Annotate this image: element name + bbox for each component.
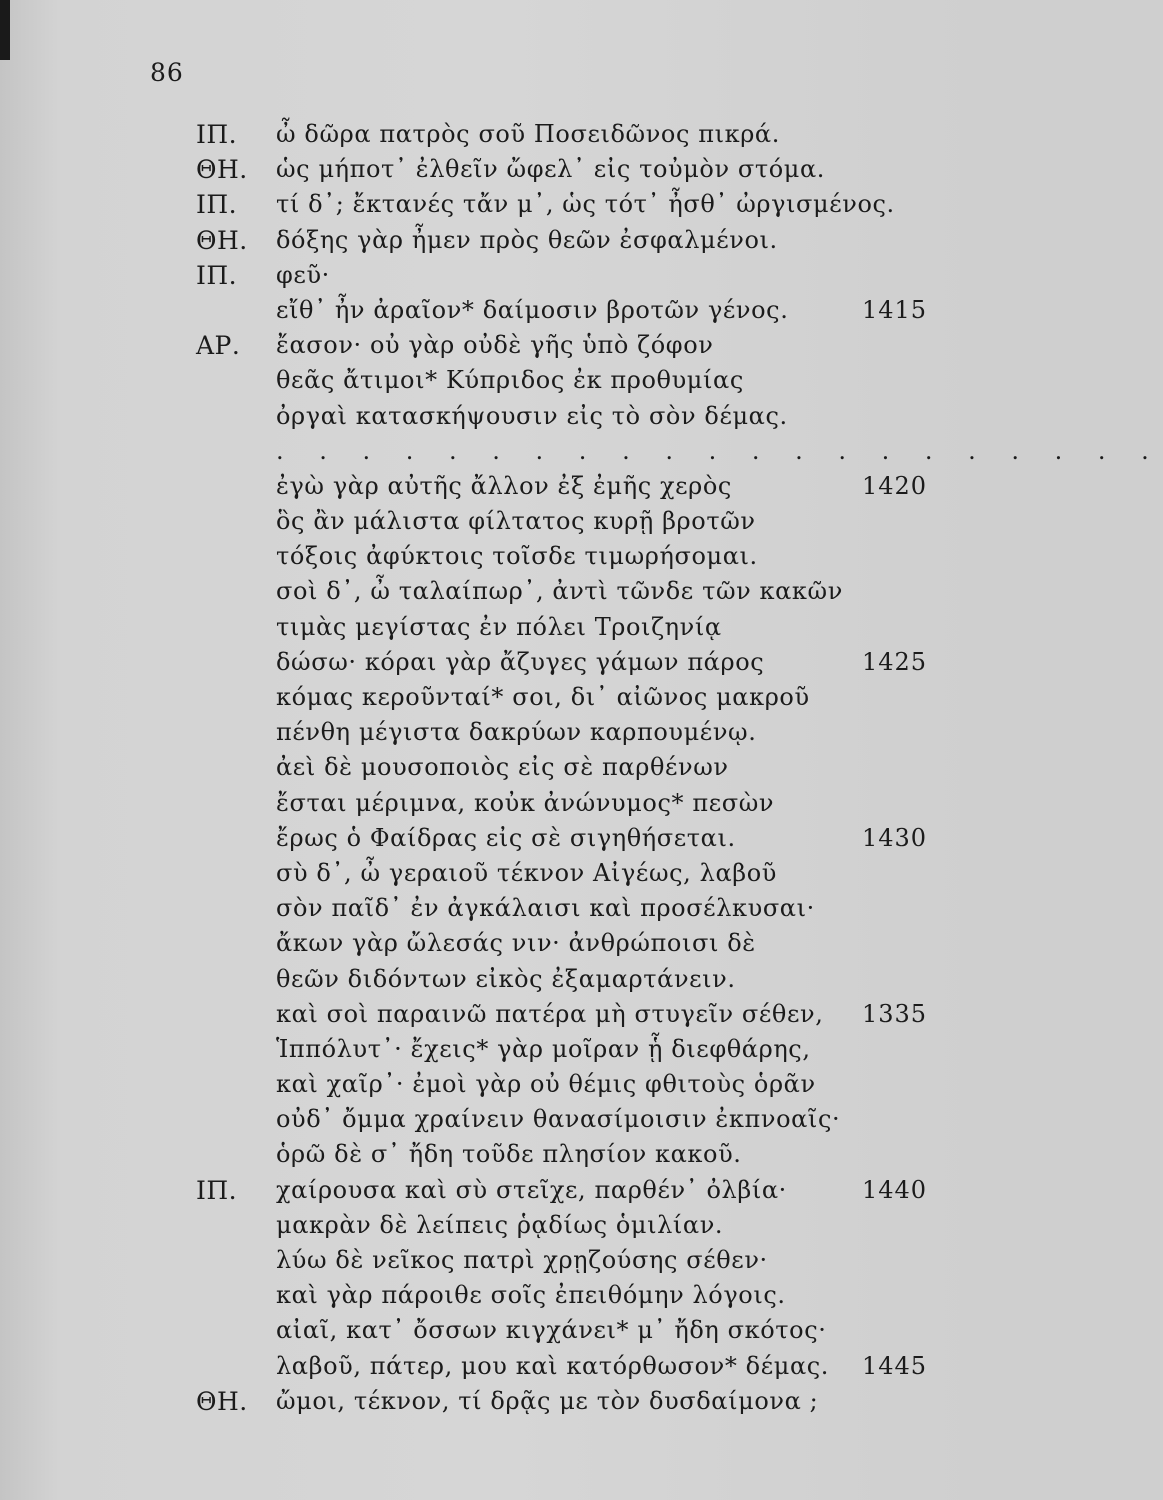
- verse-text-line: φεῦ·: [276, 260, 330, 289]
- verse-line: [0, 539, 978, 574]
- verse-line: [0, 997, 978, 1032]
- verse-text-line: ὡς μήποτ᾽ ἐλθεῖν ὤφελ᾽ εἰς τοὐμὸν στόμα.: [276, 155, 826, 184]
- verse-line: [0, 1384, 978, 1419]
- verse-line: [0, 1349, 978, 1384]
- verse-text: [0, 117, 1163, 1419]
- verse-text-line: χαίρουσα καὶ σὺ στεῖχε, παρθέν᾽ ὀλβία·: [276, 1175, 787, 1204]
- verse-line: [0, 574, 978, 609]
- verse-text-line: καὶ σοὶ παραινῶ πατέρα μὴ στυγεῖν σέθεν,: [276, 999, 824, 1028]
- verse-line: [0, 504, 978, 539]
- verse-line: [0, 1102, 978, 1137]
- verse-text-line: τιμὰς μεγίστας ἐν πόλει Τροιζηνίᾳ: [276, 612, 722, 641]
- verse-line: [0, 434, 1163, 469]
- verse-text-line: λαβοῦ, πάτερ, μου καὶ κατόρθωσον* δέμας.: [276, 1351, 830, 1380]
- verse-line: [0, 293, 978, 328]
- verse-line: [0, 363, 978, 398]
- line-number: 1425: [862, 647, 928, 676]
- verse-text-line: ὤμοι, τέκνον, τί δρᾷς με τὸν δυσδαίμονα ;: [276, 1386, 819, 1415]
- speaker-label: ΘΗ.: [196, 1386, 248, 1416]
- line-number: 1335: [862, 999, 928, 1028]
- verse-line: [0, 750, 978, 785]
- verse-line: [0, 786, 978, 821]
- verse-text-line: δόξης γὰρ ἦμεν πρὸς θεῶν ἐσφαλμένοι.: [276, 225, 778, 254]
- line-number: 1420: [862, 471, 928, 500]
- line-number: 1445: [862, 1351, 928, 1380]
- speaker-label: ΘΗ.: [196, 155, 248, 185]
- verse-text-line: ἐγὼ γὰρ αὐτῆς ἄλλον ἐξ ἐμῆς χερὸς: [276, 471, 732, 500]
- speaker-label: ΘΗ.: [196, 225, 248, 255]
- line-number: 1430: [862, 823, 928, 852]
- verse-line: [0, 1173, 978, 1208]
- verse-text-line: λύω δὲ νεῖκος πατρὶ χρῃζούσης σέθεν·: [276, 1246, 768, 1274]
- verse-text-line: μακρὰν δὲ λείπεις ῥᾳδίως ὁμιλίαν.: [276, 1210, 724, 1239]
- line-number: 1440: [862, 1175, 928, 1204]
- verse-line: [0, 258, 978, 293]
- verse-text-line: σοὶ δ᾽, ὦ ταλαίπωρ᾽, ἀντὶ τῶνδε τῶν κακῶν: [276, 577, 843, 606]
- verse-text-line: σὸν παῖδ᾽ ἐν ἀγκάλαισι καὶ προσέλκυσαι·: [276, 894, 815, 923]
- verse-text-line: Ἱππόλυτ᾽· ἔχεις* γὰρ μοῖραν ᾗ διεφθάρης,: [276, 1034, 811, 1063]
- verse-line: [0, 152, 978, 187]
- verse-text-line: σὺ δ᾽, ὦ γεραιοῦ τέκνον Αἰγέως, λαβοῦ: [276, 858, 777, 887]
- verse-line: [0, 891, 978, 926]
- verse-text-line: ἀεὶ δὲ μουσοποιὸς εἰς σὲ παρθένων: [276, 753, 729, 782]
- speaker-label: ΙΠ.: [196, 260, 238, 290]
- verse-line: [0, 610, 978, 645]
- speaker-label: ΑΡ.: [196, 331, 241, 361]
- verse-line: [0, 821, 978, 856]
- verse-text-line: καὶ χαῖρ᾽· ἐμοὶ γὰρ οὐ θέμις φθιτοὺς ὁρᾶν: [276, 1070, 816, 1099]
- verse-text-line: θεῶν διδόντων εἰκὸς ἐξαμαρτάνειν.: [276, 964, 736, 993]
- verse-line: [0, 680, 978, 715]
- verse-line: [0, 117, 978, 152]
- verse-text-line: θεᾶς ἄτιμοι* Κύπριδος ἐκ προθυμίας: [276, 366, 744, 395]
- verse-text-line: ἔρως ὁ Φαίδρας εἰς σὲ σιγηθήσεται.: [276, 823, 736, 852]
- verse-text-line: εἴθ᾽ ἦν ἀραῖον* δαίμοσιν βροτῶν γένος.: [276, 295, 789, 324]
- verse-line: [0, 1032, 978, 1067]
- verse-line: [0, 856, 978, 891]
- verse-line: [0, 399, 978, 434]
- verse-text-line: αἰαῖ, κατ᾽ ὄσσων κιγχάνει* μ᾽ ἤδη σκότος·: [276, 1316, 827, 1345]
- verse-line: [0, 1137, 978, 1172]
- verse-text-line: ἔασον· οὐ γὰρ οὐδὲ γῆς ὑπὸ ζόφον: [276, 331, 714, 360]
- verse-text-line: ἔσται μέριμνα, κοὐκ ἀνώνυμος* πεσὼν: [276, 788, 775, 817]
- verse-text-line: καὶ γὰρ πάροιθε σοῖς ἐπειθόμην λόγοις.: [276, 1281, 786, 1310]
- verse-text-line: πένθη μέγιστα δακρύων καρπουμένῳ.: [276, 718, 757, 747]
- verse-text-line: ὀργαὶ κατασκήψουσιν εἰς τὸ σὸν δέμας.: [276, 401, 788, 430]
- speaker-label: ΙΠ.: [196, 1175, 238, 1205]
- verse-text-line: ὃς ἂν μάλιστα φίλτατος κυρῇ βροτῶν: [276, 507, 756, 536]
- verse-line: [0, 962, 978, 997]
- verse-line: [0, 926, 978, 961]
- speaker-label: ΙΠ.: [196, 120, 238, 149]
- verse-text-line: τόξοις ἀφύκτοις τοῖσδε τιμωρήσομαι.: [276, 542, 758, 571]
- page-edge-shadow: [0, 0, 10, 60]
- verse-line: [0, 328, 978, 363]
- lacuna-dots: . . . . . . . . . . . . . . . . . . . . .: [276, 436, 1163, 465]
- verse-text-line: οὐδ᾽ ὄμμα χραίνειν θανασίμοισιν ἐκπνοαῖς·: [276, 1105, 841, 1134]
- verse-line: [0, 715, 978, 750]
- verse-line: [0, 1313, 978, 1348]
- verse-text-line: τί δ᾽; ἔκτανές τἄν μ᾽, ὡς τότ᾽ ἦσθ᾽ ὠργισμένος.: [276, 190, 895, 219]
- verse-text-line: ὁρῶ δὲ σ᾽ ἤδη τοῦδε πλησίον κακοῦ.: [276, 1140, 742, 1169]
- verse-line: [0, 1243, 978, 1278]
- line-number: 1415: [862, 295, 928, 324]
- verse-text-line: ἄκων γὰρ ὤλεσάς νιν· ἀνθρώποισι δὲ: [276, 929, 756, 958]
- verse-line: [0, 645, 978, 680]
- speaker-label: ΙΠ.: [196, 190, 238, 220]
- verse-text-line: ὦ δῶρα πατρὸς σοῦ Ποσειδῶνος πικρά.: [276, 120, 780, 148]
- verse-line: [0, 469, 978, 504]
- verse-line: [0, 1067, 978, 1102]
- verse-line: [0, 223, 978, 258]
- verse-text-line: κόμας κεροῦνταί* σοι, δι᾽ αἰῶνος μακροῦ: [276, 683, 810, 711]
- verse-text-line: δώσω· κόραι γὰρ ἄζυγες γάμων πάρος: [276, 647, 765, 676]
- page-number: 86: [150, 58, 184, 87]
- verse-line: [0, 1278, 978, 1313]
- verse-line: [0, 187, 978, 222]
- verse-line: [0, 1208, 978, 1243]
